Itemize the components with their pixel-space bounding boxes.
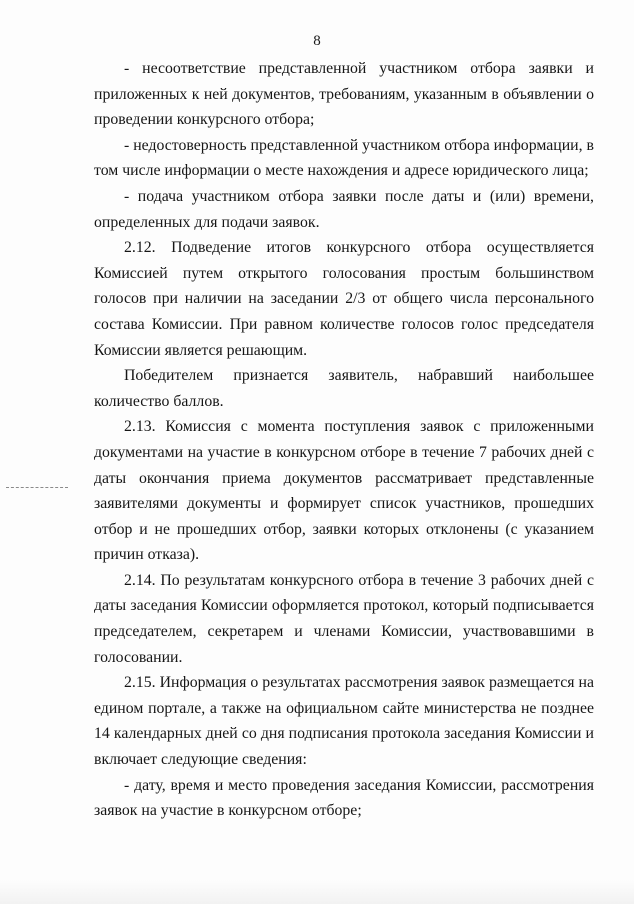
paragraph-2-15: 2.15. Информация о результатах рассмотрения заявок размещается на едином портале, а также на официальном сайте министерства не позднее 14 календарных дней со дня подписания протокола заседания Комиссии и включает следующие сведения:	[94, 674, 594, 769]
paragraph-2-14: 2.14. По результатам конкурсного отбора в течение 3 рабочих дней с даты заседания Комиссии оформляется протокол, который подписывается председателем, секретарем и членами Комиссии, участвовавшими в голосовании.	[94, 571, 594, 666]
paragraph-criterion-mismatch: - несоответствие представленной участником отбора заявки и приложенных к ней документов, требованиям, указанным в объявлении о проведении конкурсного отбора;	[94, 60, 594, 129]
document-body	[94, 56, 594, 824]
paragraph-criterion-unreliable-info: - недостоверность представленной участником отбора информации, в том числе информации о месте нахождения и адресе юридического лица;	[94, 136, 594, 180]
paragraph-criterion-late-submission: - подача участником отбора заявки после даты и (или) времени, определенных для подачи заявок.	[94, 187, 594, 231]
paragraph-winner: Победителем признается заявитель, набравший наибольшее количество баллов.	[94, 367, 594, 410]
paragraph-2-12: 2.12. Подведение итогов конкурсного отбора осуществляется Комиссией путем открытого голосования простым большинством голосов при наличии на заседании 2/3 от общего числа персонального состава Комиссии. При равном количестве голосов голос председателя Комиссии является решающим.	[94, 239, 594, 359]
scan-bottom-edge	[0, 880, 634, 904]
page-number: 8	[313, 33, 321, 49]
paragraph-info-date-time-place: - дату, время и место проведения заседания Комиссии, рассмотрения заявок на участие в конкурсном отборе;	[94, 776, 594, 820]
scan-artifact-line	[6, 487, 68, 488]
paragraph-2-13: 2.13. Комиссия с момента поступления заявок с приложенными документами на участие в конкурсном отборе в течение 7 рабочих дней с даты окончания приема документов рассматривает представленные заявителями документы и формирует список участников, прошедших отбор и не прошедших отбор, заявки которых отклонены (с указанием причин отказа).	[94, 418, 594, 564]
